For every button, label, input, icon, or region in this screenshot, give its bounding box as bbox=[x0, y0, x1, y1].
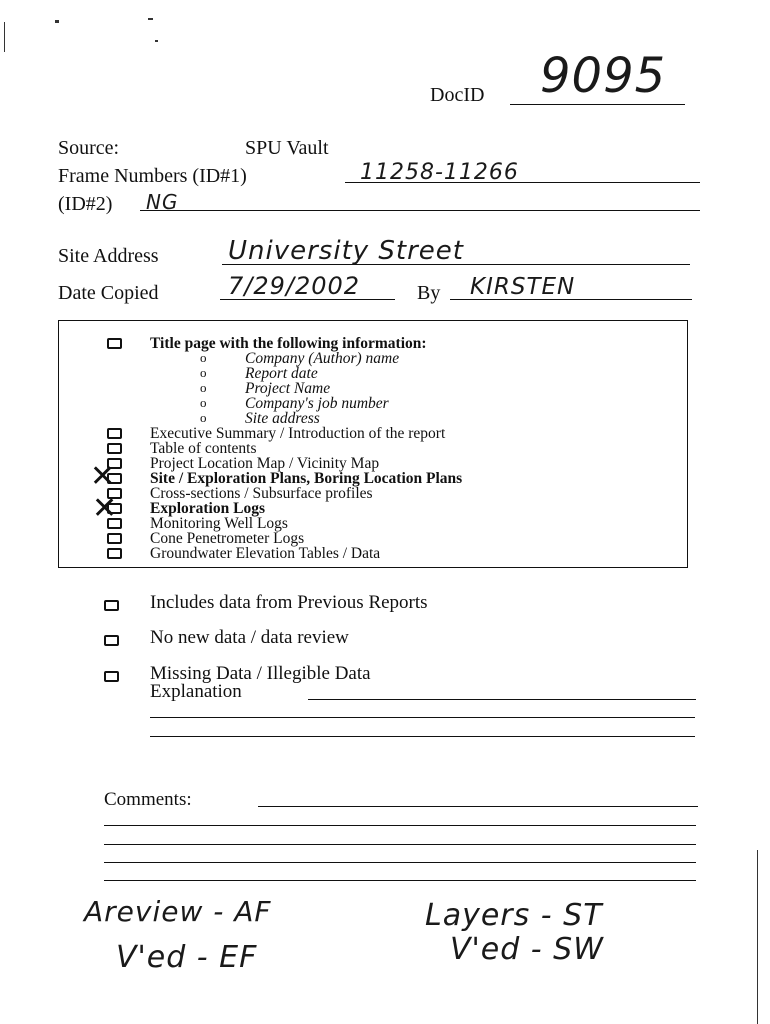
docid-label: DocID bbox=[430, 84, 485, 106]
handwritten-note: Layers - ST bbox=[425, 898, 603, 933]
checklist-item: Groundwater Elevation Tables / Data bbox=[150, 545, 381, 562]
sub-item: Site address bbox=[245, 410, 320, 427]
checkbox-no-new-data[interactable] bbox=[104, 635, 119, 646]
comments-line bbox=[104, 844, 696, 845]
scan-speck bbox=[55, 20, 59, 23]
frame-numbers-value: 11258-11266 bbox=[360, 160, 519, 185]
handwritten-note: V'ed - SW bbox=[450, 932, 604, 967]
id2-value: NG bbox=[146, 190, 179, 214]
bullet-circle: o bbox=[200, 395, 207, 410]
checkbox-previous-reports[interactable] bbox=[104, 600, 119, 611]
checklist-item: Project Location Map / Vicinity Map bbox=[150, 455, 380, 472]
id2-label: (ID#2) bbox=[58, 193, 113, 215]
bullet-circle: o bbox=[200, 380, 207, 395]
site-address-value: University Street bbox=[228, 236, 464, 266]
bullet-circle: o bbox=[200, 365, 207, 380]
bullet-circle: o bbox=[200, 350, 207, 365]
explanation-line bbox=[150, 717, 695, 718]
date-copied-label: Date Copied bbox=[58, 282, 159, 304]
sub-item: Project Name bbox=[245, 380, 331, 397]
checklist-item: Cross-sections / Subsurface profiles bbox=[150, 485, 373, 502]
comments-label: Comments: bbox=[104, 789, 192, 810]
checklist-item: Site / Exploration Plans, Boring Location Plans bbox=[150, 470, 463, 487]
frame-numbers-label: Frame Numbers (ID#1) bbox=[58, 165, 247, 187]
checkbox-table-of-contents[interactable] bbox=[107, 443, 122, 454]
comments-line bbox=[258, 806, 698, 807]
explanation-line bbox=[308, 699, 696, 700]
checkbox-monitoring-well-logs[interactable] bbox=[107, 518, 122, 529]
handwritten-note: Areview - AF bbox=[84, 895, 272, 928]
checkbox-title-page[interactable] bbox=[107, 338, 122, 349]
option-previous-reports: Includes data from Previous Reports bbox=[150, 592, 428, 613]
site-address-label: Site Address bbox=[58, 245, 159, 267]
by-value: KIRSTEN bbox=[470, 274, 576, 300]
checklist-item: Monitoring Well Logs bbox=[150, 515, 288, 532]
scan-speck bbox=[148, 18, 153, 20]
bullet-circle: o bbox=[200, 410, 207, 425]
id2-underline bbox=[140, 210, 700, 211]
comments-line bbox=[104, 825, 696, 826]
scan-edge-line bbox=[4, 22, 5, 52]
checklist-item: Executive Summary / Introduction of the report bbox=[150, 425, 446, 442]
handwritten-x-mark: ✕ bbox=[92, 491, 118, 526]
scan-speck bbox=[155, 40, 158, 42]
comments-line bbox=[104, 862, 696, 863]
date-copied-value: 7/29/2002 bbox=[228, 272, 361, 300]
checklist-item: Table of contents bbox=[150, 440, 257, 457]
checklist-title: Title page with the following information: bbox=[150, 335, 427, 352]
explanation-label: Explanation bbox=[150, 681, 242, 702]
handwritten-x-mark: ✕ bbox=[90, 459, 116, 494]
handwritten-note: V'ed - EF bbox=[116, 940, 258, 975]
docid-value: 9095 bbox=[540, 48, 667, 104]
comments-line bbox=[104, 880, 696, 881]
source-value: SPU Vault bbox=[245, 137, 329, 159]
checklist-item: Cone Penetrometer Logs bbox=[150, 530, 305, 547]
checkbox-executive-summary[interactable] bbox=[107, 428, 122, 439]
scan-edge-line bbox=[757, 850, 758, 1024]
option-no-new-data: No new data / data review bbox=[150, 627, 349, 648]
checkbox-groundwater-tables[interactable] bbox=[107, 548, 122, 559]
by-label: By bbox=[417, 282, 441, 304]
checkbox-missing-data[interactable] bbox=[104, 671, 119, 682]
sub-item: Company (Author) name bbox=[245, 350, 400, 367]
checkbox-cone-penetrometer[interactable] bbox=[107, 533, 122, 544]
explanation-line bbox=[150, 736, 695, 737]
checklist-item: Exploration Logs bbox=[150, 500, 265, 517]
sub-item: Company's job number bbox=[245, 395, 389, 412]
sub-item: Report date bbox=[245, 365, 318, 382]
docid-underline bbox=[510, 104, 685, 105]
source-label: Source: bbox=[58, 137, 120, 159]
option-missing-data: Missing Data / Illegible Data bbox=[150, 663, 371, 684]
